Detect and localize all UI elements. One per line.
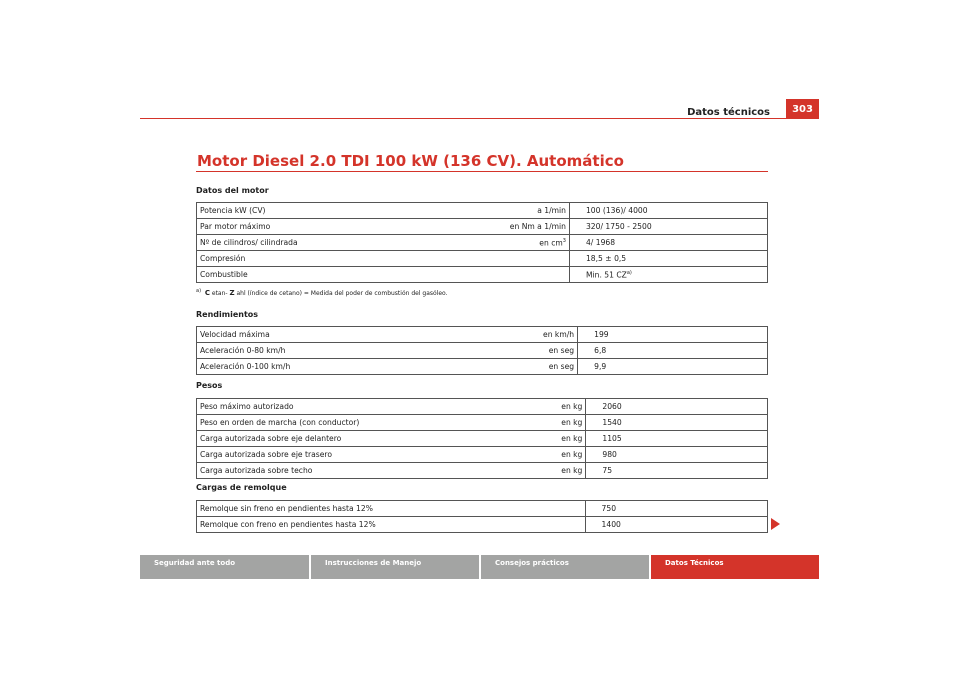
section-heading-remolque: Cargas de remolque <box>196 483 287 492</box>
row-unit: a 1/min <box>406 203 570 219</box>
row-label: Carga autorizada sobre techo <box>197 463 435 479</box>
row-label: Par motor máximo <box>197 219 406 235</box>
row-unit: en kg <box>434 463 586 479</box>
row-value: 750 <box>585 501 767 517</box>
row-label: Combustible <box>197 267 406 283</box>
row-value: 199 <box>578 327 768 343</box>
table-row <box>197 399 768 415</box>
row-value: 9,9 <box>578 359 768 375</box>
row-value: 6,8 <box>578 343 768 359</box>
page-number: 303 <box>786 99 819 119</box>
row-value: 1540 <box>586 415 768 431</box>
row-value: 4/ 1968 <box>569 235 767 251</box>
footnote-letter-z: Z <box>229 289 235 297</box>
page-title: Motor Diesel 2.0 TDI 100 kW (136 CV). Automático <box>197 152 624 170</box>
row-unit <box>406 251 570 267</box>
section-heading-rendimientos: Rendimientos <box>196 310 259 319</box>
row-label: Aceleración 0-100 km/h <box>197 359 414 375</box>
row-value <box>569 267 767 283</box>
title-rule <box>196 171 768 172</box>
row-label: Peso máximo autorizado <box>197 399 435 415</box>
row-label: Aceleración 0-80 km/h <box>197 343 414 359</box>
footnote <box>196 288 448 297</box>
value-text: Min. 51 CZ <box>585 270 627 280</box>
table-row <box>197 463 768 479</box>
row-label: Peso en orden de marcha (con conductor) <box>197 415 435 431</box>
row-unit <box>441 501 585 517</box>
row-unit: en kg <box>434 447 586 463</box>
unit-text: en cm <box>539 238 563 248</box>
row-label: Carga autorizada sobre eje trasero <box>197 447 435 463</box>
table-row <box>197 517 768 533</box>
row-value: 18,5 ± 0,5 <box>569 251 767 267</box>
row-value: 75 <box>586 463 768 479</box>
row-label: Potencia kW (CV) <box>197 203 406 219</box>
tab-consejos[interactable]: Consejos prácticos <box>481 555 649 579</box>
row-unit: en kg <box>434 431 586 447</box>
row-value: 320/ 1750 - 2500 <box>569 219 767 235</box>
pesos-table <box>196 398 768 479</box>
value-footnote-ref: a) <box>626 269 632 276</box>
footnote-letter-c: C <box>204 289 210 297</box>
row-unit: en kg <box>434 399 586 415</box>
row-unit <box>441 517 585 533</box>
motor-table <box>196 202 768 283</box>
row-unit: en km/h <box>413 327 577 343</box>
footnote-text-1: etan- <box>209 290 230 297</box>
row-unit <box>406 235 570 251</box>
unit-superscript: 3 <box>562 237 566 244</box>
tab-datos-tecnicos[interactable]: Datos Técnicos <box>651 555 819 579</box>
table-row <box>197 219 768 235</box>
arrow-right-icon[interactable] <box>771 518 780 530</box>
row-label: Carga autorizada sobre eje delantero <box>197 431 435 447</box>
footnote-text-2: ahl (índice de cetano) = Medida del poder de combustión del gasóleo. <box>234 290 448 297</box>
row-label: Remolque sin freno en pendientes hasta 12% <box>197 501 442 517</box>
table-row <box>197 267 768 283</box>
row-unit <box>406 267 570 283</box>
section-heading-motor: Datos del motor <box>196 186 269 195</box>
rendimientos-table <box>196 326 768 375</box>
row-value: 100 (136)/ 4000 <box>569 203 767 219</box>
table-row <box>197 251 768 267</box>
row-value: 1105 <box>586 431 768 447</box>
header-rule <box>140 118 819 119</box>
row-unit: en kg <box>434 415 586 431</box>
table-row <box>197 359 768 375</box>
row-value: 2060 <box>586 399 768 415</box>
header-title: Datos técnicos <box>687 107 770 118</box>
remolque-table <box>196 500 768 533</box>
row-value: 1400 <box>585 517 767 533</box>
table-row <box>197 203 768 219</box>
footnote-marker: a) <box>196 288 202 294</box>
row-unit: en seg <box>413 359 577 375</box>
table-row <box>197 343 768 359</box>
table-row <box>197 447 768 463</box>
row-label: Remolque con freno en pendientes hasta 12% <box>197 517 442 533</box>
table-row <box>197 327 768 343</box>
row-label: Nº de cilindros/ cilindrada <box>197 235 406 251</box>
table-row <box>197 415 768 431</box>
row-unit: en Nm a 1/min <box>406 219 570 235</box>
table-row <box>197 501 768 517</box>
row-label: Velocidad máxima <box>197 327 414 343</box>
section-heading-pesos: Pesos <box>196 381 223 390</box>
table-row <box>197 431 768 447</box>
table-row <box>197 235 768 251</box>
tab-instrucciones[interactable]: Instrucciones de Manejo <box>311 555 479 579</box>
row-label: Compresión <box>197 251 406 267</box>
row-unit: en seg <box>413 343 577 359</box>
row-value: 980 <box>586 447 768 463</box>
tab-seguridad[interactable]: Seguridad ante todo <box>140 555 309 579</box>
